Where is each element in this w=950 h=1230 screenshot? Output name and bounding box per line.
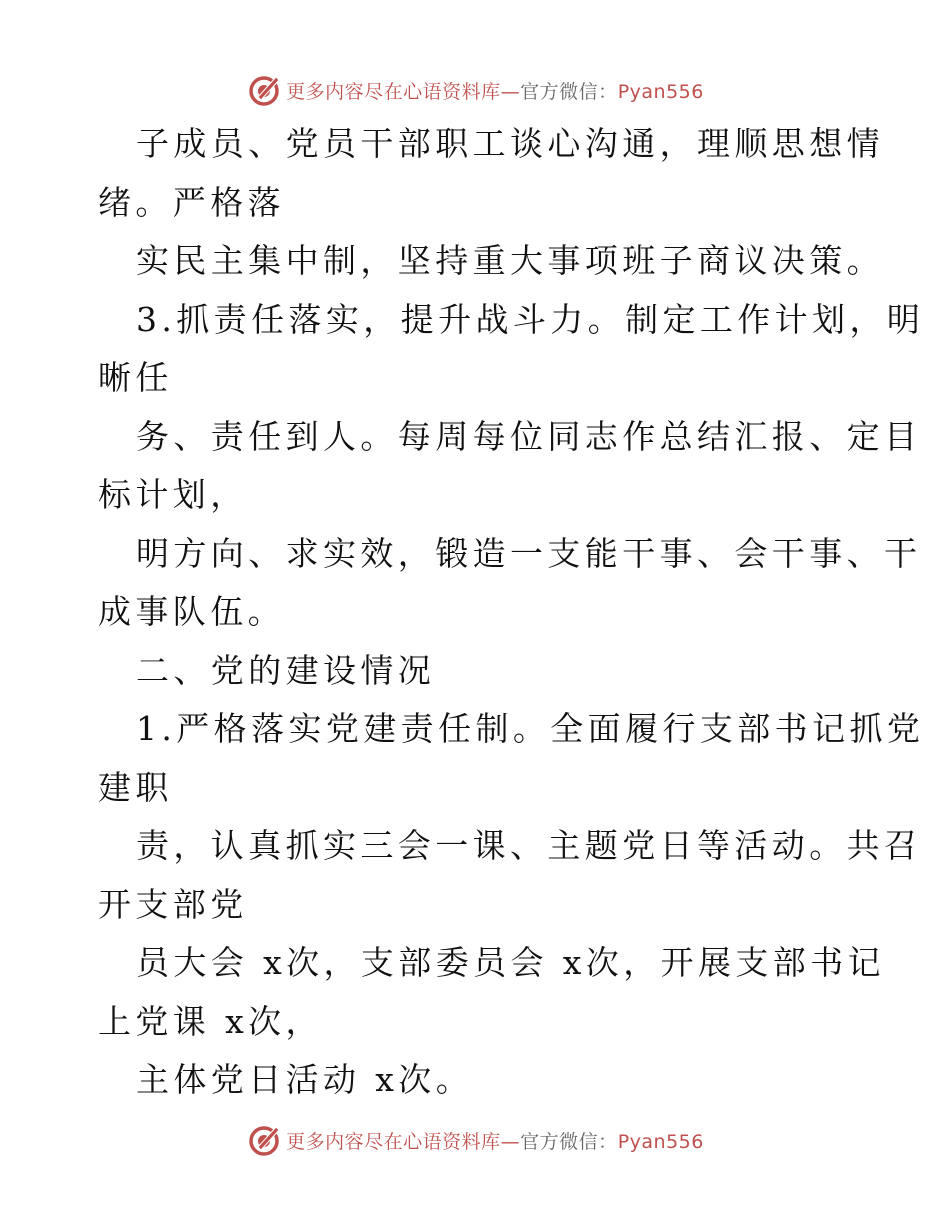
footer-watermark xyxy=(0,1120,950,1160)
text-line: 3.抓责任落实，提升战斗力。制定工作计划，明 xyxy=(136,299,925,339)
text-line: 实民主集中制，坚持重大事项班子商议决策。 xyxy=(136,241,884,280)
text-line: 开支部党 xyxy=(98,884,248,924)
watermark-text: 更多内容尽在心语资料库—官方微信：Pyan556 xyxy=(286,80,704,103)
text-line: 成事队伍。 xyxy=(98,592,285,631)
text-line: 建职 xyxy=(98,767,173,807)
pen-logo-icon xyxy=(246,72,282,108)
text-line: 二、党的建设情况 xyxy=(136,650,436,690)
watermark-text: 更多内容尽在心语资料库—官方微信：Pyan556 xyxy=(286,1130,704,1153)
text-line: 1.严格落实党建责任制。全面履行支部书记抓党 xyxy=(136,709,925,748)
text-line: 员大会 x次，支部委员会 x次，开展支部书记 xyxy=(136,943,886,982)
text-line: 晰任 xyxy=(98,358,173,397)
text-line: 明方向、求实效，锻造一支能干事、会干事、干 xyxy=(136,533,922,573)
text-line: 务、责任到人。每周每位同志作总结汇报、定目 xyxy=(136,416,922,456)
text-line: 上党课 x次， xyxy=(98,1001,323,1041)
text-line: 绪。严格落 xyxy=(98,182,285,222)
text-line: 主体党日活动 x次。 xyxy=(136,1060,474,1099)
pen-logo-icon xyxy=(246,1122,282,1158)
text-line: 子成员、党员干部职工谈心沟通，理顺思想情 xyxy=(136,124,884,163)
document-body xyxy=(98,115,925,1110)
text-line: 责，认真抓实三会一课、主题党日等活动。共召 xyxy=(136,826,922,865)
text-line: 标计划， xyxy=(98,475,248,514)
header-watermark xyxy=(0,70,950,110)
